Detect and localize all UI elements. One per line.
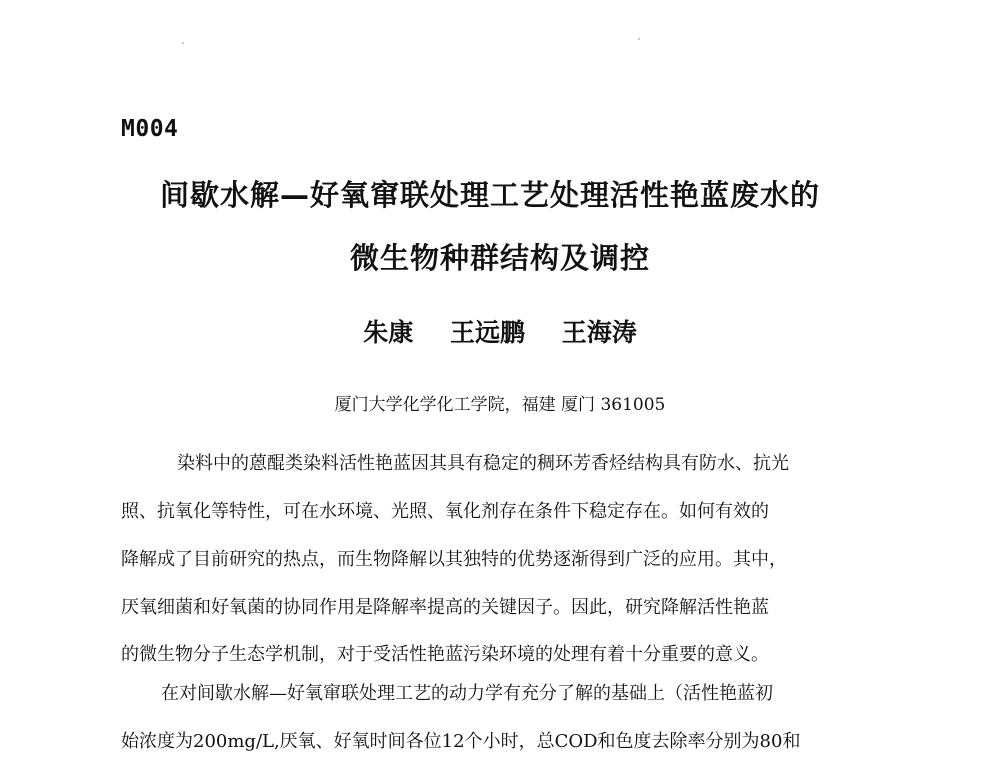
paper-title-line-1: 间歇水解—好氧窜联处理工艺处理活性艳蓝废水的	[159, 178, 820, 212]
paper-code: M004	[121, 116, 179, 142]
scan-speck	[182, 42, 184, 44]
author-name: 王远鹏	[449, 318, 525, 347]
text-line: 在对间歇水解—好氧窜联处理工艺的动力学有充分了解的基础上（活性艳蓝初	[161, 683, 773, 704]
affiliation: 厦门大学化学化工学院，福建 厦门 361005	[334, 395, 666, 415]
text-line: 降解成了目前研究的热点，而生物降解以其独特的优势逐渐得到广泛的应用。其中，	[121, 549, 787, 570]
text-line: 照、抗氧化等特性，可在水环境、光照、氧化剂存在条件下稳定存在。如何有效的	[121, 501, 769, 522]
paper-title-line-2: 微生物种群结构及调控	[349, 241, 650, 275]
text-line: 的微生物分子生态学机制，对于受活性艳蓝污染环境的处理有着十分重要的意义。	[121, 644, 769, 665]
author-name: 朱康	[363, 318, 414, 347]
author-list	[100, 313, 900, 349]
text-line: 始浓度为200mg/L,厌氧、好氧时间各位12个小时，总COD和色度去除率分别为80和	[121, 731, 801, 752]
scan-speck	[638, 38, 640, 40]
author-name: 王海涛	[561, 318, 637, 347]
text-line: 染料中的蒽醌类染料活性艳蓝因其具有稳定的稠环芳香烃结构具有防水、抗光	[177, 453, 789, 474]
text-line: 厌氧细菌和好氧菌的协同作用是降解率提高的关键因子。因此，研究降解活性艳蓝	[121, 597, 769, 618]
